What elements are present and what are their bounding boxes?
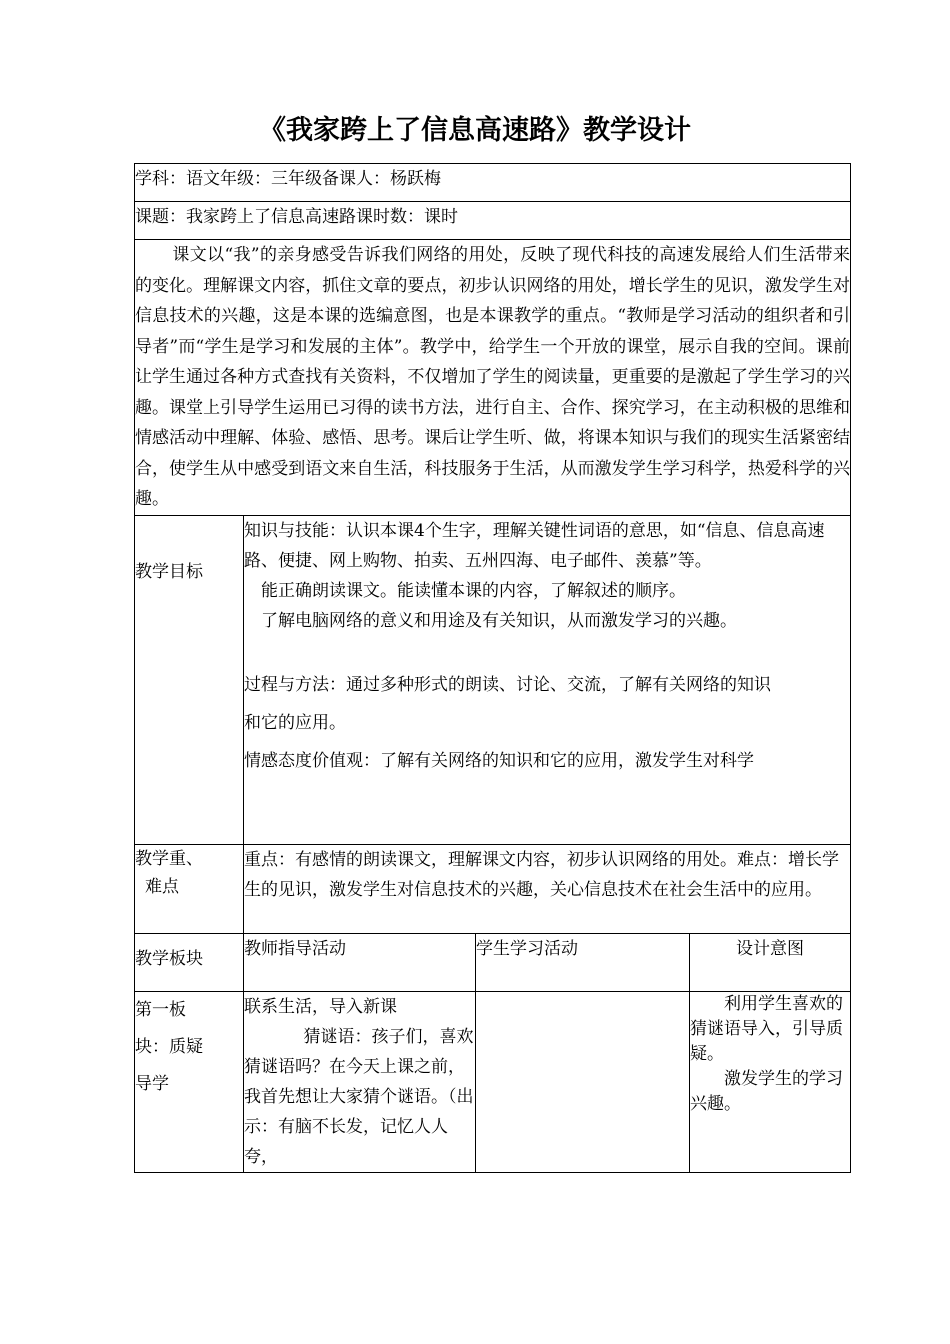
goals-label: 教学目标 [135,515,244,844]
topic-line: 课题：我家跨上了信息高速路课时数：课时 [135,202,851,240]
header-row [135,933,851,991]
goal-understand: 了解电脑网络的意义和用途及有关知识，从而激发学习的兴趣。 [261,610,737,631]
goal-process: 过程与方法：通过多种形式的朗读、讨论、交流，了解有关网络的知识 [244,674,771,695]
header-block: 教学板块 [135,933,244,991]
subject-row [135,164,851,202]
goals-cell [244,515,851,844]
header-design: 设计意图 [690,933,851,991]
topic-row [135,202,851,240]
intro-text: 课文以“我”的亲身感受告诉我们网络的用处，反映了现代科技的高速发展给人们生活带来的变化。理解课文内容，抓住文章的要点，初步认识网络的用处，增长学生的见识，激发学生对信息技术的兴趣，这是本课的选编意图，也是本课教学的重点。“教师是学习活动的组织者和引导者”而“学生是学习和发展的主体”。教学中，给学生一个开放的课堂，展示自我的空间。课前让学生通过各种方式查找有关资料，不仅增加了学生的阅读量，更重要的是激起了学生学习的兴趣。课堂上引导学生运用已习得的读书方法，进行自主、合作、探究学习，在主动积极的思维和情感活动中理解、体验、感悟、思考。课后让学生听、做，将课本知识与我们的现实生活紧密结合，使学生从中感受到语文来自生活，科技服务于生活，从而激发学生学习科学，热爱科学的兴趣。 [135,245,850,509]
lesson-plan-table [134,163,851,1173]
block1-teacher-heading: 联系生活，导入新课 [244,996,397,1017]
key-points-row [135,844,851,933]
block1-design-2: 激发学生的学习兴趣。 [690,1068,843,1114]
block1-student [476,991,690,1172]
block1-design-1: 利用学生喜欢的猜谜语导入，引导质疑。 [690,993,843,1064]
intro-cell [135,240,851,516]
goal-knowledge: 知识与技能：认识本课4个生字，理解关键性词语的意思，如“信息、信息高速路、便捷、网上购物、拍卖、五州四海、电子邮件、羡慕”等。 [244,520,825,571]
header-student: 学生学习活动 [476,933,690,991]
goal-process-cont: 和它的应用。 [244,712,346,733]
key-points-label-1: 教学重、 [135,848,203,869]
block1-label-2: 块：质疑 [135,1036,203,1057]
goals-row [135,515,851,844]
goal-emotion: 情感态度价值观：了解有关网络的知识和它的应用，激发学生对科学 [244,750,754,771]
key-points-label-2: 难点 [145,876,179,897]
block1-label-3: 导学 [135,1073,169,1094]
block1-design [690,991,851,1172]
subject-line: 学科：语文年级：三年级备课人：杨跃梅 [135,164,851,202]
block1-teacher [244,991,476,1172]
document-title: 《我家跨上了信息高速路》教学设计 [259,115,691,146]
intro-row [135,240,851,516]
block1-label [135,991,244,1172]
block1-label-1: 第一板 [135,999,186,1020]
key-points-text: 重点：有感情的朗读课文，理解课文内容，初步认识网络的用处。难点：增长学生的见识，激发学生对信息技术的兴趣，关心信息技术在社会生活中的应用。 [244,844,851,933]
key-points-label [135,844,244,933]
header-teacher: 教师指导活动 [244,933,476,991]
block1-row [135,991,851,1172]
goal-read: 能正确朗读课文。能读懂本课的内容，了解叙述的顺序。 [261,580,686,601]
block1-teacher-text: 猜谜语：孩子们，喜欢猜谜语吗？在今天上课之前，我首先想让大家猜个谜语。（出示：有脑不长发，记忆人人夸， [244,1026,474,1167]
